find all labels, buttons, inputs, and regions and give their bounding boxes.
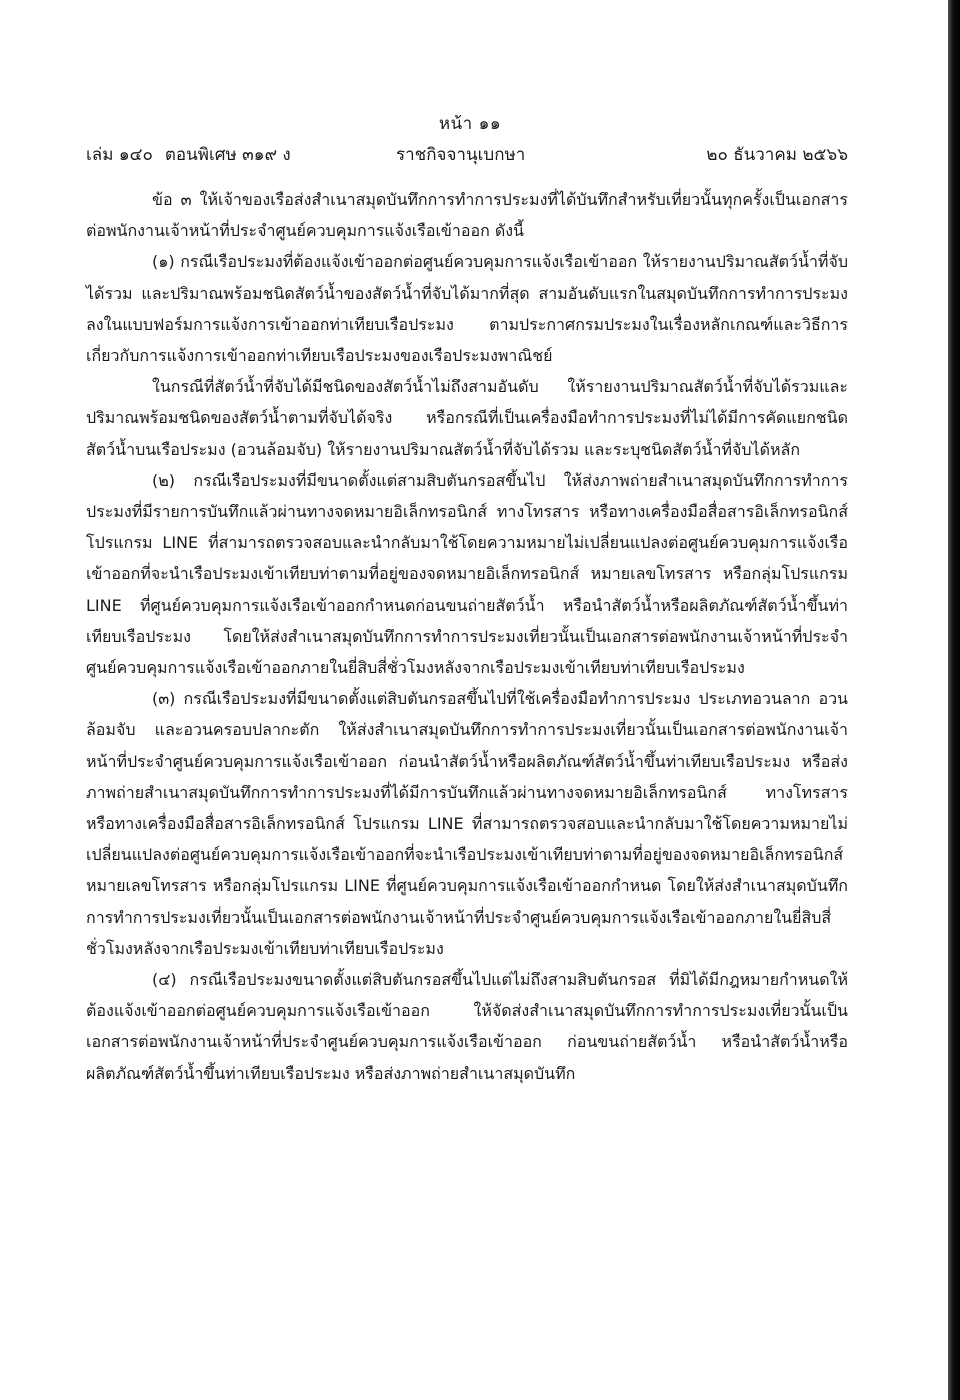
publication-name: ราชกิจจานุเบกษา (396, 145, 526, 165)
paragraph-item-2: (๒) กรณีเรือประมงที่มีขนาดตั้งแต่สามสิบตันกรอสขึ้นไป ให้ส่งภาพถ่ายสำเนาสมุดบันทึกการทำการประมงที่มีรายการบันทึกแล้วผ่านทางจดหมายอิเล็กทรอนิกส์ ทางโทรสาร หรือทางเครื่องมือสื่อสารอิเล็กทรอนิกส์ โปรแกรม LINE ที่สามารถตรวจสอบและนำกลับมาใช้โดยความหมายไม่เปลี่ยนแปลงต่อศูนย์ควบคุมการแจ้งเรือเข้าออกที่จะนำเรือประมงเข้าเทียบท่าตามที่อยู่ของจดหมายอิเล็กทรอนิกส์ หมายเลขโทรสาร หรือกลุ่มโปรแกรม LINE ที่ศูนย์ควบคุมการแจ้งเรือเข้าออกกำหนดก่อนขนถ่ายสัตว์น้ำ หรือนำสัตว์น้ำหรือผลิตภัณฑ์สัตว์น้ำขึ้นท่าเทียบเรือประมง โดยให้ส่งสำเนาสมุดบันทึกการทำการประมงเที่ยวนั้นเป็นเอกสารต่อพนักงานเจ้าหน้าที่ประจำศูนย์ควบคุมการแจ้งเรือเข้าออกภายในยี่สิบสี่ชั่วโมงหลังจากเรือประมงเข้าเทียบท่าเทียบเรือประมง (86, 470, 848, 678)
issue-number: ตอนพิเศษ ๓๑๙ ง (164, 145, 291, 165)
volume-issue (86, 141, 291, 168)
paragraph-clause-3: ข้อ ๓ ให้เจ้าของเรือส่งสำเนาสมุดบันทึกการทำการประมงที่ได้บันทึกสำหรับเที่ยวนั้นทุกครั้งเป็นเอกสารต่อพนักงานเจ้าหน้าที่ประจำศูนย์ควบคุมการแจ้งเรือเข้าออก ดังนี้ (86, 190, 848, 241)
paragraph-item-3: (๓) กรณีเรือประมงที่มีขนาดตั้งแต่สิบตันกรอสขึ้นไปที่ใช้เครื่องมือทำการประมง ประเภทอวนลาก อวนล้อมจับ และอวนครอบปลากะตัก ให้ส่งสำเนาสมุดบันทึกการทำการประมงเที่ยวนั้นเป็นเอกสารต่อพนักงานเจ้าหน้าที่ประจำศูนย์ควบคุมการแจ้งเรือเข้าออก ก่อนนำสัตว์น้ำหรือผลิตภัณฑ์สัตว์น้ำขึ้นท่าเทียบเรือประมง หรือส่งภาพถ่ายสำเนาสมุดบันทึกการทำการประมงที่ได้มีการบันทึกแล้วผ่านทางจดหมายอิเล็กทรอนิกส์ ทางโทรสาร หรือทางเครื่องมือสื่อสารอิเล็กทรอนิกส์ โปรแกรม LINE ที่สามารถตรวจสอบและนำกลับมาใช้โดยความหมายไม่เปลี่ยนแปลงต่อศูนย์ควบคุมการแจ้งเรือเข้าออกที่จะนำเรือประมงเข้าเทียบท่าตามที่อยู่ของจดหมายอิเล็กทรอนิกส์ หมายเลขโทรสาร หรือกลุ่มโปรแกรม LINE ที่ศูนย์ควบคุมการแจ้งเรือเข้าออกกำหนด โดยให้ส่งสำเนาสมุดบันทึกการทำการประมงเที่ยวนั้นเป็นเอกสารต่อพนักงานเจ้าหน้าที่ประจำศูนย์ควบคุมการแจ้งเรือเข้าออกภายในยี่สิบสี่ชั่วโมงหลังจากเรือประมงเข้าเทียบท่าเทียบเรือประมง (86, 689, 848, 958)
gazette-header (86, 141, 848, 165)
paragraph-item-4: (๔) กรณีเรือประมงขนาดตั้งแต่สิบตันกรอสขึ้นไปแต่ไม่ถึงสามสิบตันกรอส ที่มิได้มีกฎหมายกำหนดให้ต้องแจ้งเข้าออกต่อศูนย์ควบคุมการแจ้งเรือเข้าออก ให้จัดส่งสำเนาสมุดบันทึกการทำการประมงเที่ยวนั้นเป็นเอกสารต่อพนักงานเจ้าหน้าที่ประจำศูนย์ควบคุมการแจ้งเรือเข้าออก ก่อนขนถ่ายสัตว์น้ำ หรือนำสัตว์น้ำหรือผลิตภัณฑ์สัตว์น้ำขึ้นท่าเทียบเรือประมง หรือส่งภาพถ่ายสำเนาสมุดบันทึก (86, 970, 848, 1083)
volume-number: เล่ม ๑๔๐ (86, 145, 153, 165)
paragraph-item-1: (๑) กรณีเรือประมงที่ต้องแจ้งเข้าออกต่อศูนย์ควบคุมการแจ้งเรือเข้าออก ให้รายงานปริมาณสัตว์น้ำที่จับได้รวม และปริมาณพร้อมชนิดสัตว์น้ำของสัตว์น้ำที่จับได้มากที่สุด สามอันดับแรกในสมุดบันทึกการทำการประมงลงในแบบฟอร์มการแจ้งการเข้าออกท่าเทียบเรือประมง ตามประกาศกรมประมงในเรื่องหลักเกณฑ์และวิธีการเกี่ยวกับการแจ้งการเข้าออกท่าเทียบเรือประมงของเรือประมงพาณิชย์ (86, 252, 848, 366)
page-number: หน้า ๑๑ (438, 114, 502, 134)
document-body (86, 184, 848, 1089)
publication-date: ๒๐ ธันวาคม ๒๕๖๖ (706, 145, 848, 165)
paragraph-item-1-note: ในกรณีที่สัตว์น้ำที่จับได้มีชนิดของสัตว์น้ำไม่ถึงสามอันดับ ให้รายงานปริมาณสัตว์น้ำที่จับได้รวมและปริมาณพร้อมชนิดของสัตว์น้ำตามที่จับได้จริง หรือกรณีที่เป็นเครื่องมือทำการประมงที่ไม่ได้มีการคัดแยกชนิดสัตว์น้ำบนเรือประมง (อวนล้อมจับ) ให้รายงานปริมาณสัตว์น้ำที่จับได้รวม และระบุชนิดสัตว์น้ำที่จับได้หลัก (86, 377, 848, 459)
page-edge-border (948, 0, 960, 1400)
